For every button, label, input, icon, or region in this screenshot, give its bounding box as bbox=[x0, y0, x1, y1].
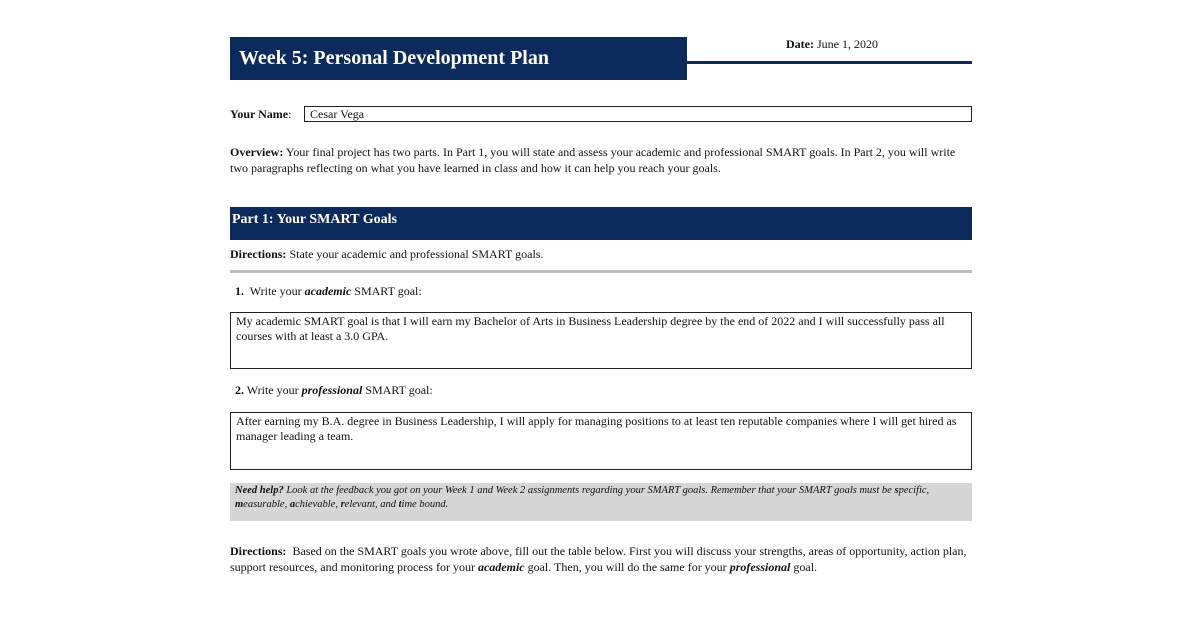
page-title: Week 5: Personal Development Plan bbox=[230, 37, 687, 80]
question-1-label: 1. Write your academic SMART goal: bbox=[235, 284, 422, 298]
directions-1-text: State your academic and professional SMART goals. bbox=[286, 247, 544, 261]
part1-heading: Part 1: Your SMART Goals bbox=[230, 207, 972, 240]
directions-2-label: Directions: bbox=[230, 544, 287, 558]
overview-label: Overview: bbox=[230, 145, 284, 159]
help-label: Need help? bbox=[235, 485, 284, 496]
help-note: Need help? Look at the feedback you got on your Week 1 and Week 2 assignments regarding your SMART goals. Remember that your SMART goals must be specific, measurable, achievable, relevant, and time bound. bbox=[230, 483, 972, 521]
academic-goal-field[interactable]: My academic SMART goal is that I will earn my Bachelor of Arts in Business Leadership degree by the end of 2022 and I will successfully pass all courses with at least a 3.0 GPA. bbox=[230, 312, 972, 369]
question-2-label: 2. Write your professional SMART goal: bbox=[235, 383, 433, 397]
directions-1 bbox=[230, 247, 543, 262]
date-value: June 1, 2020 bbox=[813, 37, 878, 51]
section-divider bbox=[230, 270, 972, 273]
overview-text: Your final project has two parts. In Part 1, you will state and assess your academic and professional SMART goals. In Part 2, you will write two paragraphs reflecting on what you have learned in class and how it can help you reach your goals. bbox=[230, 145, 956, 175]
directions-1-label: Directions: bbox=[230, 247, 287, 261]
directions-2: Directions: Based on the SMART goals you wrote above, fill out the table below. First you will discuss your strengths, areas of opportunity, action plan, support resources, and monitoring process for your academic goal. Then, you will do the same for your professional goal. bbox=[230, 544, 970, 574]
title-underline bbox=[687, 61, 972, 64]
name-row bbox=[230, 106, 972, 122]
overview-paragraph bbox=[230, 144, 972, 176]
name-field[interactable]: Cesar Vega bbox=[304, 106, 972, 122]
name-label: Your Name: bbox=[230, 107, 292, 121]
date-line bbox=[786, 37, 878, 52]
professional-goal-field[interactable]: After earning my B.A. degree in Business Leadership, I will apply for managing positions to at least ten reputable companies where I will get hired as manager leading a team. bbox=[230, 412, 972, 470]
date-label: Date: bbox=[786, 37, 814, 51]
